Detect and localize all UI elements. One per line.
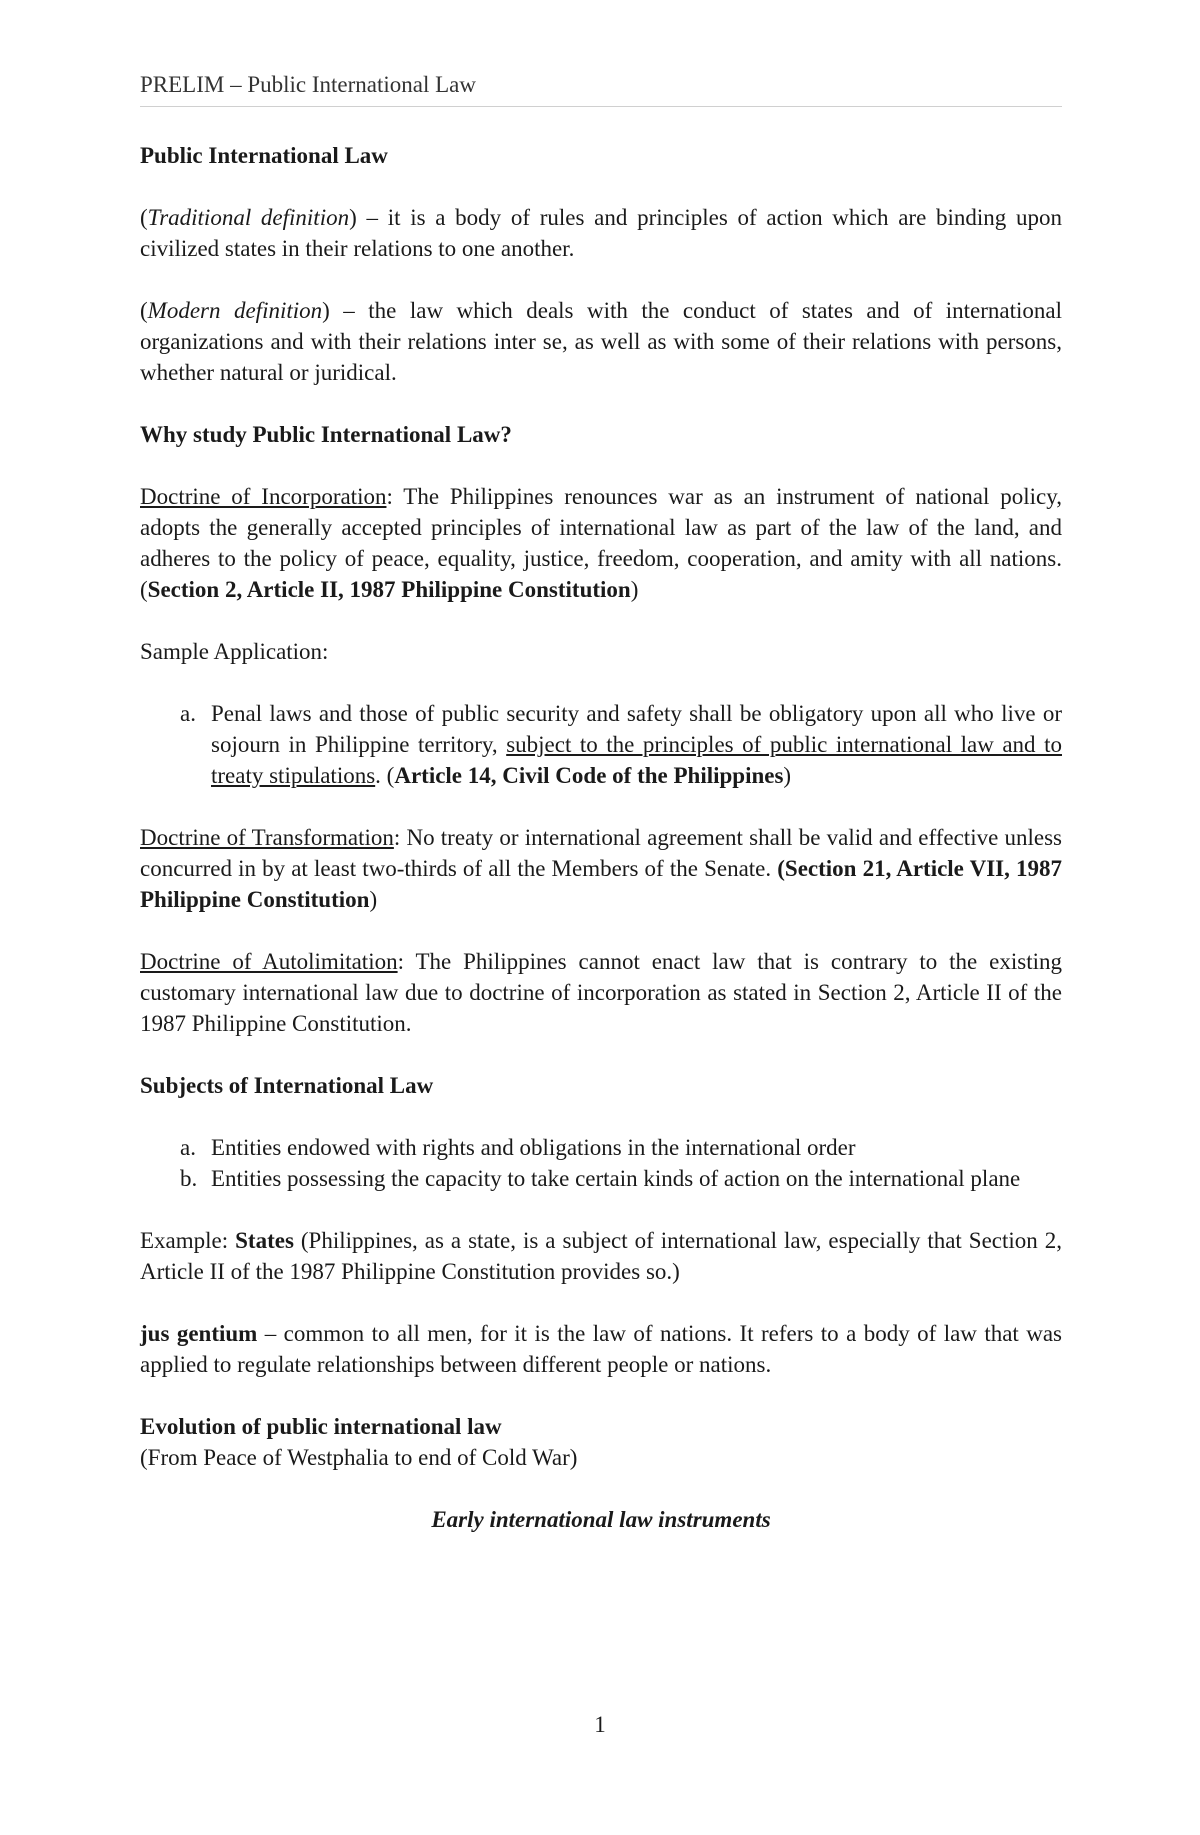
doctrine-transformation: Doctrine of Transformation: No treaty or international agreement shall be valid and effective unless concurred in by at least two-thirds of all the Members of the Senate. (Section 21, Article VII, 1987 Philippine Constitution) [140, 825, 1062, 912]
page-header: PRELIM – Public International Law [140, 72, 1062, 107]
section-title-pil: Public International Law [140, 143, 388, 168]
subject-a-text: Entities endowed with rights and obligations in the international order [211, 1135, 856, 1160]
incorporation-text: : The Philippines renounces war as an instrument of national policy, adopts the generally accepted principles of international law as part of the law of the land, and adheres to the policy of peace, equality, justice, freedom, cooperation, and amity with all nations. ( [140, 484, 1062, 602]
modern-label: Modern definition [147, 298, 323, 323]
page-number: 1 [594, 1712, 606, 1737]
section-title-subjects: Subjects of International Law [140, 1073, 434, 1098]
transformation-label: Doctrine of Transformation [140, 825, 394, 850]
sample-application-label: Sample Application: [140, 639, 329, 664]
evolution-subtitle: (From Peace of Westphalia to end of Cold War) [140, 1445, 578, 1470]
sample-application-list [140, 698, 1062, 791]
list-marker: a. [180, 701, 196, 726]
subjects-example [140, 1225, 1062, 1287]
transformation-citation: (Section 21, Article VII, 1987 Philippine Constitution [140, 856, 1062, 912]
item-a-text: Penal laws and those of public security and safety shall be obligatory upon all who live or sojourn in Philippine territory, [211, 701, 1062, 757]
autolimitation-label: Doctrine of Autolimitation [140, 949, 398, 974]
jus-gentium-term: jus gentium [140, 1321, 258, 1346]
example-label: Example: [140, 1228, 236, 1253]
list-item: a. Penal laws and those of public security and safety shall be obligatory upon all who live or sojourn in Philippine territory, subject to the principles of public international law and to treaty stipulations. (Article 14, Civil Code of the Philippines) [140, 698, 1062, 791]
traditional-text: – it is a body of rules and principles of action which are binding upon civilized states in their relations to one another. [140, 205, 1062, 261]
doctrine-autolimitation [140, 946, 1062, 1039]
subject-b-text: Entities possessing the capacity to take certain kinds of action on the international plane [211, 1166, 1021, 1191]
section-title-evolution: Evolution of public international law [140, 1414, 502, 1439]
doctrine-incorporation: Doctrine of Incorporation: The Philippines renounces war as an instrument of national policy, adopts the generally accepted principles of international law as part of the law of the land, and adheres to the policy of peace, equality, justice, freedom, cooperation, and amity with all nations. (Section 2, Article II, 1987 Philippine Constitution) [140, 484, 1062, 602]
incorporation-citation: Section 2, Article II, 1987 Philippine Constitution [147, 577, 631, 602]
traditional-definition: (Traditional definition) – it is a body of rules and principles of action which are binding upon civilized states in their relations to one another. [140, 205, 1062, 261]
list-marker: b. [180, 1166, 198, 1191]
item-a-underlined: subject to the principles of public international law and to treaty stipulations [211, 732, 1062, 788]
modern-text: – the law which deals with the conduct of states and of international organizations and with their relations inter se, as well as with some of their relations with persons, whether natural or juridical. [140, 298, 1062, 385]
item-a-citation: Article 14, Civil Code of the Philippines [394, 763, 784, 788]
jus-gentium-text: – common to all men, for it is the law of nations. It refers to a body of law that was applied to regulate relationships between different people or nations. [140, 1321, 1062, 1377]
list-marker: a. [180, 1135, 196, 1160]
jus-gentium [140, 1318, 1062, 1380]
section-title-why: Why study Public International Law? [140, 422, 512, 447]
example-text: (Philippines, as a state, is a subject of international law, especially that Section 2, Article II of the 1987 Philippine Constitution provides so.) [140, 1228, 1062, 1284]
example-bold: States [235, 1228, 294, 1253]
modern-definition: (Modern definition) – the law which deals with the conduct of states and of international organizations and with their relations inter se, as well as with some of their relations with persons, whether natural or juridical. [140, 298, 1062, 385]
incorporation-label: Doctrine of Incorporation [140, 484, 387, 509]
autolimitation-text: : The Philippines cannot enact law that is contrary to the existing customary international law due to doctrine of incorporation as stated in Section 2, Article II of the 1987 Philippine Constitution. [140, 949, 1062, 1036]
centered-heading: Early international law instruments [431, 1507, 771, 1532]
list-item [140, 1163, 1062, 1194]
transformation-text: : No treaty or international agreement shall be valid and effective unless concurred in by at least two-thirds of all the Members of the Senate. [140, 825, 1062, 881]
subjects-list [140, 1132, 1062, 1194]
traditional-label: Traditional definition [147, 205, 350, 230]
list-item [140, 1132, 1062, 1163]
document-body [140, 140, 1062, 1566]
